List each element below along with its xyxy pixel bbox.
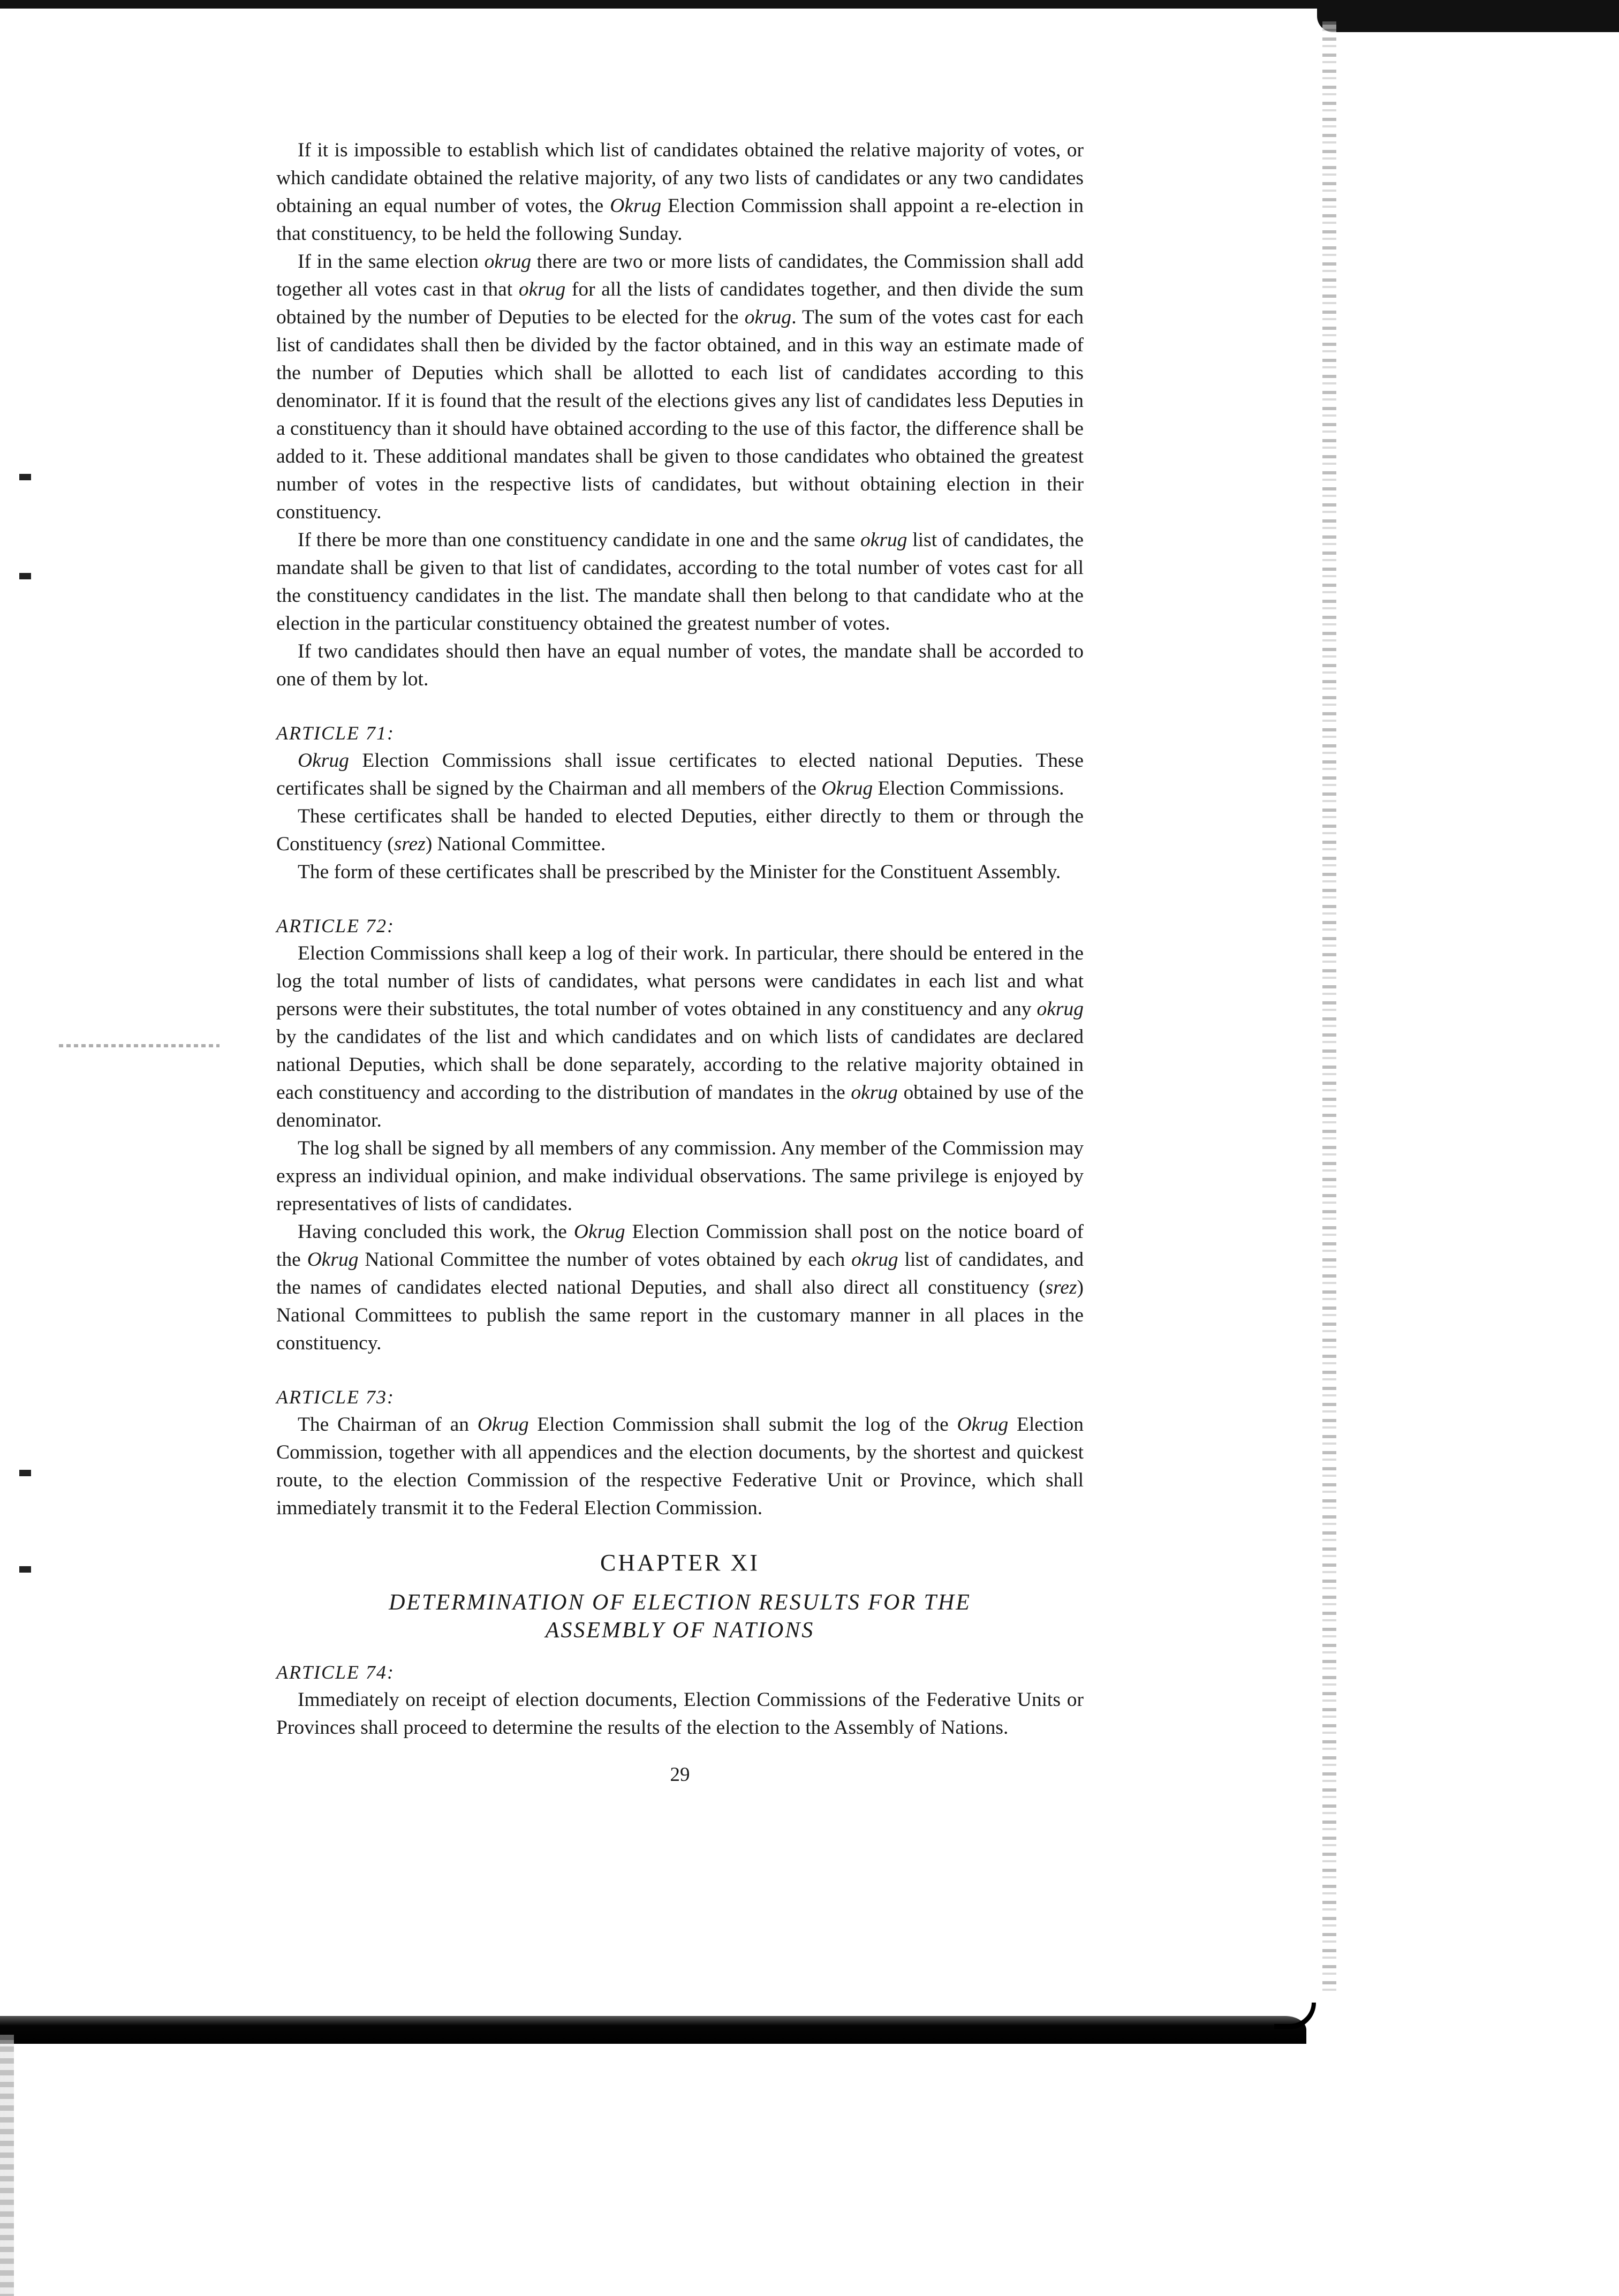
chapter-title: CHAPTER XI (600, 1550, 760, 1576)
article-heading: ARTICLE 74: (276, 1661, 395, 1683)
chapter-subtitle-line: ASSEMBLY OF NATIONS (545, 1618, 815, 1643)
paragraph: If two candidates should then have an equal number of votes, the mandate shall be accorded to one of them by lot. (276, 640, 1084, 690)
page-number: 29 (670, 1764, 690, 1786)
scan-left-mark (19, 573, 31, 579)
paragraph: The Chairman of an Okrug Election Commission shall submit the log of the Okrug Election Commission, together with all appendices and the election documents, by the shortest and quickest route, to the election Commission of the respective Federative Unit or Province, which shall immediately transmit it to the Federal Election Commission. (276, 1414, 1084, 1519)
paragraph: The form of these certificates shall be prescribed by the Minister for the Constituent Assembly. (298, 861, 1061, 883)
paragraph: These certificates shall be handed to elected Deputies, either directly to them or through the Constituency (srez) National Committee. (276, 805, 1084, 855)
document-body (276, 137, 1084, 1789)
scan-bottom-band (0, 2016, 1306, 2044)
scan-left-mark (19, 474, 31, 480)
paragraph: Having concluded this work, the Okrug Election Commission shall post on the notice board of the Okrug National Committee the number of votes obtained by each okrug list of candidates, and the names of candidates elected national Deputies, and shall also direct all constituency (srez) National Committees to publish the same report in the customary manner in all places in the constituency. (276, 1221, 1084, 1354)
scan-bottom-curl (1274, 2003, 1316, 2029)
article-heading: ARTICLE 73: (276, 1386, 395, 1408)
scan-top-border (0, 0, 1338, 9)
scan-left-mark (19, 1470, 31, 1476)
article-heading: ARTICLE 71: (276, 722, 395, 744)
paragraph: Okrug Election Commissions shall issue certificates to elected national Deputies. These certificates shall be signed by the Chairman and all members of the Okrug Election Commissions. (276, 750, 1084, 799)
article-heading: ARTICLE 72: (276, 915, 395, 936)
paragraph: The log shall be signed by all members of any commission. Any member of the Commission may express an individual opinion, and make individual observations. The same privilege is enjoyed by representatives of lists of candidates. (276, 1137, 1084, 1215)
scan-left-dash (59, 1044, 220, 1047)
scan-right-gutter (1322, 21, 1336, 1992)
scan-left-edge (0, 2035, 14, 2296)
paragraph: If there be more than one constituency candidate in one and the same okrug list of candidates, the mandate shall be given to that list of candidates, according to the total number of votes cast for all the constituency candidates in the list. The mandate shall then belong to that candidate who at the election in the particular constituency obtained the greatest number of votes. (276, 529, 1084, 635)
chapter-subtitle (276, 1589, 1084, 1644)
chapter-subtitle-line: DETERMINATION OF ELECTION RESULTS FOR THE (389, 1590, 971, 1615)
paragraph: If it is impossible to establish which list of candidates obtained the relative majority of votes, or which candidate obtained the relative majority, of any two lists of candidates or any two candidates obtaining an equal number of votes, the Okrug Election Commission shall appoint a re-election in that constituency, to be held the following Sunday. (276, 139, 1084, 245)
paragraph: Immediately on receipt of election documents, Election Commissions of the Federative Units or Provinces shall proceed to determine the results of the election to the Assembly of Nations. (276, 1689, 1084, 1739)
scan-top-right-shadow (1317, 0, 1619, 32)
scan-left-mark (19, 1566, 31, 1573)
paragraph: If in the same election okrug there are two or more lists of candidates, the Commission shall add together all votes cast in that okrug for all the lists of candidates together, and then divide the sum obtained by the number of Deputies to be elected for the okrug. The sum of the votes cast for each list of candidates shall then be divided by the factor obtained, and in this way an estimate made of the number of Deputies which shall be allotted to each list of candidates according to this denominator. If it is found that the result of the elections gives any list of candidates less Deputies in a constituency than it should have obtained according to the use of this factor, the difference shall be added to it. These additional mandates shall be given to those candidates who obtained the greatest number of votes in the respective lists of candidates, but without obtaining election in their constituency. (276, 251, 1084, 523)
paragraph: Election Commissions shall keep a log of their work. In particular, there should be entered in the log the total number of lists of candidates, what persons were candidates in each list and what persons were their substitutes, the total number of votes obtained in any constituency and any okrug by the candidates of the list and which candidates and on which lists of candidates are declared national Deputies, which shall be done separately, according to the relative majority obtained in each constituency and according to the distribution of mandates in the okrug obtained by use of the denominator. (276, 942, 1084, 1131)
